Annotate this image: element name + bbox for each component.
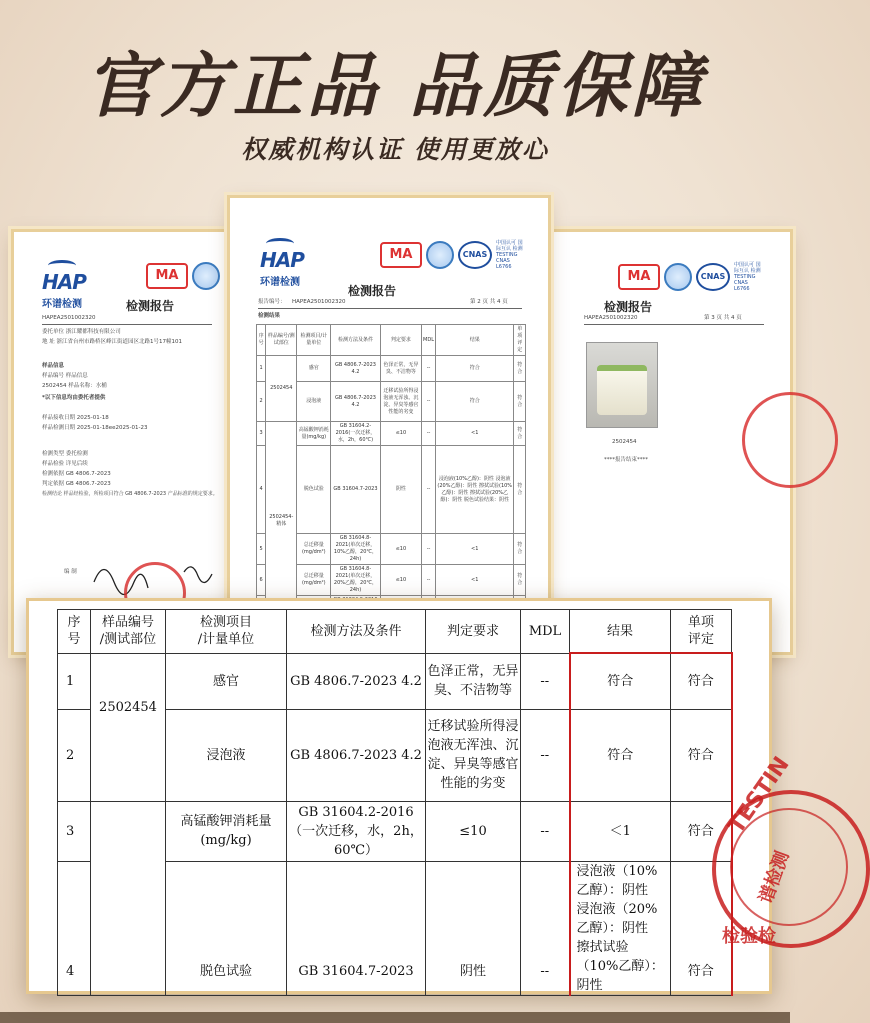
table-cell: 迁移试验所得浸泡液无浑浊、沉淀、异臭等感官性能的劣变	[380, 382, 421, 422]
table-cell: 判定要求	[380, 325, 421, 356]
row-mdl: --	[521, 801, 570, 861]
header-seq	[58, 610, 91, 654]
header-req: 判定要求	[426, 610, 521, 654]
table-cell: 6	[257, 565, 266, 596]
table-row	[58, 653, 732, 709]
row-req: ≤10	[426, 801, 521, 861]
table-row	[58, 801, 732, 861]
zoomed-results-panel	[26, 598, 772, 994]
hap-logo	[42, 260, 104, 308]
table-cell: 符合	[514, 446, 526, 534]
header-text: 序	[67, 615, 81, 631]
divider	[584, 324, 764, 325]
table-cell: --	[422, 422, 436, 446]
doc-line: 样品编号 样品信息	[42, 373, 88, 379]
row-result: 浸泡液（10%乙醇）：阴性 浸泡液（20%乙醇）：阴性 擦拭试验（10%乙醇）：阴性	[570, 861, 671, 995]
table-cell: 检测项目/计量单位	[297, 325, 331, 356]
table-row	[257, 534, 526, 565]
table-cell: 结果	[436, 325, 514, 356]
table-cell: ≤10	[380, 534, 421, 565]
report-end-label: ****报告结束****	[604, 457, 649, 463]
testing-label: 中国认可 国际互认 检测 TESTING CNAS L6766	[734, 262, 761, 292]
row-result: 符合	[570, 653, 671, 709]
table-cell: 总迁移量(mg/dm²)	[297, 534, 331, 565]
inspection-stamp-icon	[712, 752, 870, 948]
table-cell: <1	[436, 422, 514, 446]
table-cell: GB 4806.7-2023 4.2	[331, 356, 380, 382]
header-method: 检测方法及条件	[287, 610, 426, 654]
row-sample-id-empty	[91, 801, 166, 995]
table-row	[257, 356, 526, 382]
table-row	[257, 382, 526, 422]
table-cell: <1	[436, 565, 514, 596]
header-text: 单项	[687, 615, 714, 630]
table-cell: 符合	[514, 356, 526, 382]
doc-line: 样品检测日期 2025-01-18ee2025-01-23	[42, 425, 148, 431]
table-cell: 符合	[514, 382, 526, 422]
row-mdl: --	[521, 861, 570, 995]
headline-subtitle: 权威机构认证 使用更放心	[241, 135, 549, 164]
cert-logos	[618, 262, 764, 292]
doc-line: 检测结论 样品经检验，所检项目符合 GB 4806.7-2023 产品标准的规定要求。	[42, 491, 218, 497]
header-eval	[671, 610, 732, 654]
row-result: 符合	[570, 709, 671, 801]
cnas-logo-icon: CNAS	[458, 241, 492, 269]
doc-line: 委托单位 浙江耀都科技有限公司	[42, 329, 121, 335]
table-cell: 脱色试验	[297, 446, 331, 534]
table-cell: 1	[257, 356, 266, 382]
ma-logo-icon: MA	[146, 263, 188, 289]
row-method: GB 4806.7-2023 4.2	[287, 653, 426, 709]
ilac-logo-icon	[664, 263, 692, 291]
table-row	[257, 565, 526, 596]
headline-title: 官方正品 品质保障	[84, 45, 706, 127]
row-seq: 4	[58, 861, 91, 995]
table-cell: GB 31604.7-2023	[331, 446, 380, 534]
table-cell: 5	[257, 534, 266, 565]
table-cell: 符合	[436, 382, 514, 422]
zoomed-results-table	[57, 609, 733, 996]
right-report-no: HAPEA2501002320	[584, 315, 638, 321]
hap-logo-text: HAP	[260, 248, 304, 272]
table-row	[257, 446, 526, 534]
header-result: 结果	[570, 610, 671, 654]
doc-line: *以下信息均由委托者提供	[42, 395, 106, 401]
table-cell: 3	[257, 422, 266, 446]
stamp-text-top: TESTIN	[724, 752, 795, 839]
row-eval: 符合	[671, 861, 732, 995]
table-header-row	[58, 610, 732, 654]
cnas-logo-icon: CNAS	[696, 263, 730, 291]
divider	[42, 324, 212, 325]
header-item	[166, 610, 287, 654]
stamp-side-text: 谱检测	[755, 848, 794, 907]
mid-results-table	[256, 324, 526, 620]
doc-line: 编 制	[64, 569, 77, 575]
row-item: 高锰酸钾消耗量(mg/kg)	[166, 801, 287, 861]
table-cell: 浸泡液	[297, 382, 331, 422]
table-cell: 样品编号/测试部位	[266, 325, 297, 356]
header-text: 检测项目	[199, 615, 252, 631]
table-cell: 检测方法及条件	[331, 325, 380, 356]
header-text: 评定	[687, 632, 714, 647]
table-row	[257, 422, 526, 446]
header-sample	[91, 610, 166, 654]
table-cell: 色泽正常，无异臭、不洁物等	[380, 356, 421, 382]
mid-section-label: 检测结果	[258, 313, 281, 319]
table-cell: 符合	[514, 565, 526, 596]
table-cell: 阴性	[380, 446, 421, 534]
middle-report-document	[230, 198, 548, 618]
row-seq: 3	[58, 801, 91, 861]
row-item: 脱色试验	[166, 861, 287, 995]
table-cell: --	[422, 565, 436, 596]
table-cell: ≤10	[380, 565, 421, 596]
red-stamp-icon	[742, 392, 838, 488]
doc-line: 样品检验 详见后续	[42, 461, 88, 467]
table-cell: 符合	[514, 534, 526, 565]
header-text: 号	[67, 632, 81, 648]
row-mdl: --	[521, 653, 570, 709]
hap-name: 环谱检测	[42, 299, 82, 310]
table-cell: --	[422, 356, 436, 382]
ma-logo-icon: MA	[618, 264, 660, 290]
table-row	[257, 325, 526, 356]
doc-line: 样品信息	[42, 363, 65, 369]
doc-line: 判定依据 GB 4806.7-2023	[42, 481, 111, 487]
row-seq: 2	[58, 709, 91, 801]
row-mdl: --	[521, 709, 570, 801]
row-item: 浸泡液	[166, 709, 287, 801]
divider	[258, 308, 522, 309]
table-cell: 感官	[297, 356, 331, 382]
table-cell: 2502454-精体	[266, 422, 297, 620]
mid-report-no: HAPEA2501002320	[292, 299, 346, 305]
table-cell: 4	[257, 446, 266, 534]
row-eval: 符合	[671, 653, 732, 709]
table-cell: 2502454	[266, 356, 297, 422]
table-cell: ≤10	[380, 422, 421, 446]
table-cell: 总迁移量(mg/dm²)	[297, 565, 331, 596]
row-req: 色泽正常，无异臭、不洁物等	[426, 653, 521, 709]
table-cell: GB 31604.2-2016(一次迁移，水，2h，60℃)	[331, 422, 380, 446]
product-container-image	[597, 365, 647, 415]
right-doc-title: 检测报告	[604, 300, 653, 314]
row-req: 迁移试验所得浸泡液无浑浊、沉淀、异臭等感官性能的劣变	[426, 709, 521, 801]
left-doc-title: 检测报告	[126, 299, 175, 313]
table-cell: 符合	[514, 422, 526, 446]
product-photo	[586, 342, 658, 428]
row-method: GB 31604.7-2023	[287, 861, 426, 995]
photo-caption: 2502454	[612, 439, 637, 445]
stamp-text-bottom: 检验检	[722, 926, 776, 947]
bottom-edge	[0, 1012, 790, 1023]
mid-report-no-label: 报告编号：	[258, 299, 286, 305]
hap-logo-text: HAP	[42, 270, 86, 294]
left-report-no: HAPEA2501002320	[42, 315, 96, 321]
hap-logo	[260, 238, 322, 286]
ma-logo-icon: MA	[380, 242, 422, 268]
doc-line: 2502454 样品名称：水桶	[42, 383, 107, 389]
row-item: 感官	[166, 653, 287, 709]
header-text: /计量单位	[197, 632, 255, 648]
row-sample-id: 2502454	[91, 653, 166, 801]
testing-label: 中国认可 国际互认 检测 TESTING CNAS L6766	[496, 240, 523, 270]
row-seq: 1	[58, 653, 91, 709]
table-cell: GB 31604.8-2021(单次迁移，10%乙醇，20℃，24h)	[331, 534, 380, 565]
doc-line: 检测依据 GB 4806.7-2023	[42, 471, 111, 477]
ilac-logo-icon	[192, 262, 220, 290]
row-eval: 符合	[671, 801, 732, 861]
table-cell: GB 31604.8-2021(单次迁移，20%乙醇，20℃，24h)	[331, 565, 380, 596]
header-text: /测试部位	[99, 632, 157, 648]
table-cell: --	[422, 534, 436, 565]
cert-logos	[380, 240, 526, 270]
table-cell: --	[422, 446, 436, 534]
table-cell: 序号	[257, 325, 266, 356]
header-text: 样品编号	[101, 615, 154, 631]
doc-line: 地 址 浙江省台州市路桥区峰江街道园区北路1号17幢101	[42, 339, 182, 345]
row-method: GB 31604.2-2016（一次迁移，水，2h，60℃）	[287, 801, 426, 861]
row-result: ＜1	[570, 801, 671, 861]
right-report-document	[554, 232, 790, 652]
table-cell: 2	[257, 382, 266, 422]
table-cell: 符合	[436, 356, 514, 382]
table-cell: GB 4806.7-2023 4.2	[331, 382, 380, 422]
header-mdl: MDL	[521, 610, 570, 654]
left-report-document	[14, 232, 236, 652]
table-cell: 浸泡液(10%乙醇)：阴性 浸泡液(20%乙醇)：阴性 擦拭试验(10%乙醇)：阴性 擦拭试验(20%乙醇)：阴性 脱色试验结果：阴性	[436, 446, 514, 534]
table-cell: MDL	[422, 325, 436, 356]
table-cell: 单项评定	[514, 325, 526, 356]
mid-doc-title: 检测报告	[348, 284, 397, 298]
table-cell: --	[422, 382, 436, 422]
row-req: 阴性	[426, 861, 521, 995]
table-cell: 高锰酸钾消耗量(mg/kg)	[297, 422, 331, 446]
doc-line: 检测类型 委托检测	[42, 451, 88, 457]
row-method: GB 4806.7-2023 4.2	[287, 709, 426, 801]
ilac-logo-icon	[426, 241, 454, 269]
row-eval: 符合	[671, 709, 732, 801]
hap-name: 环谱检测	[260, 277, 300, 288]
doc-line: 样品接收日期 2025-01-18	[42, 415, 109, 421]
table-cell: <1	[436, 534, 514, 565]
mid-page-label: 第 2 页 共 4 页	[470, 299, 508, 305]
right-page-label: 第 3 页 共 4 页	[704, 315, 742, 321]
